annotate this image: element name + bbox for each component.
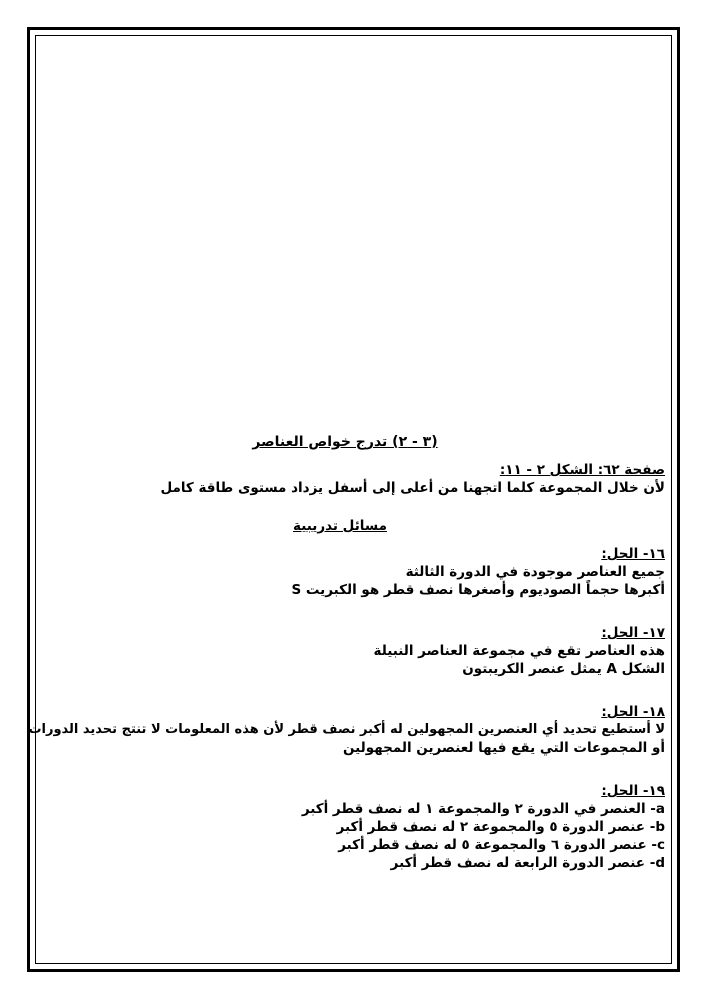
page-reference-text: لأن خلال المجموعة كلما اتجهنا من أعلى إلى أسفل يزداد مستوى طاقة كامل <box>160 480 665 496</box>
section-title: (٣ - ٢) تدرج خواص العناصر <box>252 434 438 450</box>
question-17 <box>45 624 665 678</box>
question-17-label: ١٧- الحل: <box>601 625 665 641</box>
document-body <box>28 433 665 872</box>
page-reference: صفحة ٦٢: الشكل ٢ - ١١: <box>499 462 665 478</box>
question-16-line-1: جميع العناصر موجودة في الدورة الثالثة <box>405 564 665 580</box>
question-17-line-2: الشكل A يمثل عنصر الكريبتون <box>462 661 665 677</box>
question-16-label: ١٦- الحل: <box>601 546 665 562</box>
exercises-heading: مسائل تدريبية <box>293 518 387 534</box>
question-18-line-2: أو المجموعات التي يقع فيها لعنصرين المجهولين <box>343 740 665 756</box>
question-19-item-c: c- عنصر الدورة ٦ والمجموعة ٥ له نصف قطر أكبر <box>338 837 665 853</box>
question-19-item-a: a- العنصر في الدورة ٢ والمجموعة ١ له نصف قطر أكبر <box>301 801 665 817</box>
question-16 <box>45 545 665 599</box>
question-17-line-1: هذه العناصر تقع في مجموعة العناصر النبيلة <box>373 643 665 659</box>
question-18 <box>28 703 665 757</box>
question-19-label: ١٩- الحل: <box>601 783 665 799</box>
question-16-line-2: أكبرها حجماً الصوديوم وأصغرها نصف قطر هو الكبريت S <box>291 582 665 598</box>
question-19-item-b: b- عنصر الدورة ٥ والمجموعة ٢ له نصف قطر أكبر <box>336 819 665 835</box>
question-18-label: ١٨- الحل: <box>601 704 665 720</box>
question-19-item-d: d- عنصر الدورة الرابعة له نصف قطر أكبر <box>390 855 665 871</box>
question-19 <box>45 782 665 872</box>
question-18-line-1: لا أستطيع تحديد أي العنصرين المجهولين له أكبر نصف قطر لأن هذه المعلومات لا تنتج تحديد الدورات <box>28 722 665 737</box>
